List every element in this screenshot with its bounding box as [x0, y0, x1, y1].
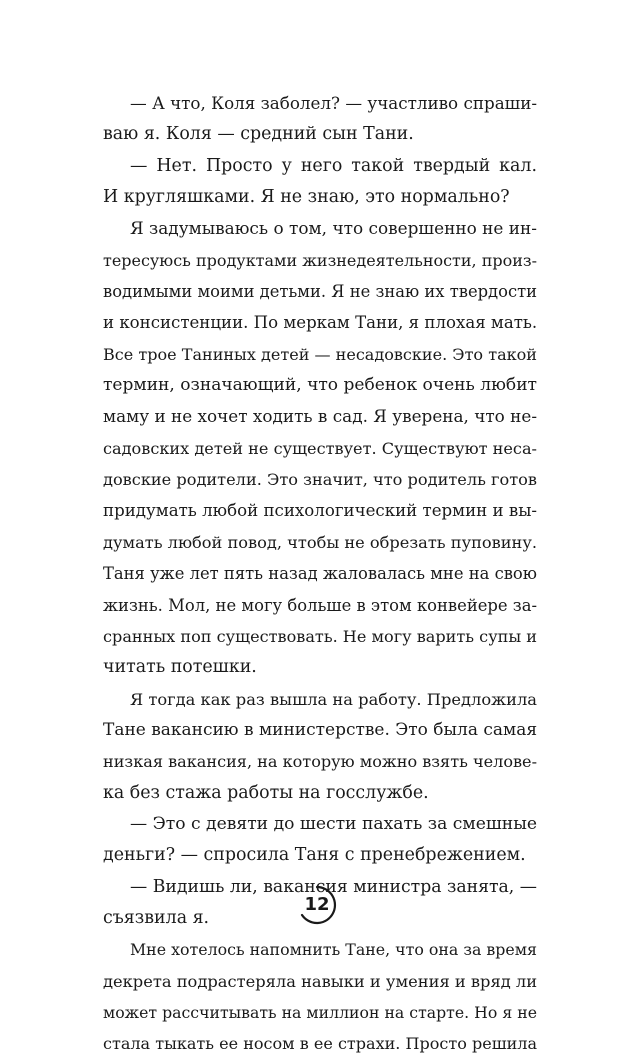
text-line: жизнь. Мол, не могу больше в этом конвейере за- — [103, 595, 537, 615]
page-number-badge — [296, 884, 338, 926]
text-line: тересуюсь продуктами жизнедеятельности, произ- — [103, 250, 537, 270]
text-line: Таня уже лет пять назад жаловалась мне на свою — [103, 564, 537, 584]
text-line: водимыми моими детьми. Я не знаю их твердости — [103, 282, 537, 302]
text-line: читать потешки. — [103, 657, 257, 678]
text-line: думать любой повод, чтобы не обрезать пуповину. — [103, 532, 537, 552]
text-line: съязвила я. — [103, 907, 210, 928]
text-line: Мне хотелось напомнить Тане, что она за время — [130, 940, 538, 960]
text-line: Тане вакансию в министерстве. Это была самая — [103, 719, 538, 740]
text-line: низкая вакансия, на которую можно взять челове- — [103, 752, 537, 772]
text-line: Все трое Таниных детей — несадовские. Это такой — [103, 344, 537, 364]
text-line: придумать любой психологический термин и вы- — [103, 501, 538, 521]
text-line: маму и не хочет ходить в сад. Я уверена, что не- — [103, 406, 538, 427]
text-line: и консистенции. По меркам Тани, я плохая мать. — [103, 313, 538, 333]
text-line: — А что, Коля заболел? — участливо спраши- — [130, 93, 537, 113]
text-line: Я задумываюсь о том, что совершенно не ин- — [130, 218, 537, 239]
page-number: 12 — [304, 894, 330, 915]
text-line: садовских детей не существует. Существуют несa- — [103, 438, 537, 458]
text-line: термин, означающий, что ребенок очень любит — [103, 375, 537, 396]
text-line: декрета подрастеряла навыки и умения и вряд ли — [103, 971, 538, 991]
text-line: может рассчитывать на миллион на старте. Но я не — [103, 1002, 537, 1022]
text-line: — Это с девяти до шести пахать за смешные — [130, 813, 537, 834]
text-line: деньги? — спросила Таня с пренебрежением. — [103, 845, 526, 866]
text-line: И кругляшками. Я не знаю, это нормально? — [103, 187, 510, 208]
text-line: — Видишь ли, вакансия министра занята, — — [130, 876, 537, 897]
text-line: сранных поп существовать. Не могу варить супы и — [103, 626, 538, 646]
text-line: Я тогда как раз вышла на работу. Предложила — [130, 689, 537, 709]
text-line: довские родители. Это значит, что родитель готов — [103, 470, 537, 490]
text-line: ка без стажа работы на госслужбе. — [103, 782, 429, 803]
text-line: ваю я. Коля — средний сын Тани. — [103, 124, 414, 145]
text-line: — Нет. Просто у него такой твердый кал. — [130, 155, 537, 176]
text-line: стала тыкать ее носом в ее страхи. Просто решила — [103, 1034, 537, 1054]
